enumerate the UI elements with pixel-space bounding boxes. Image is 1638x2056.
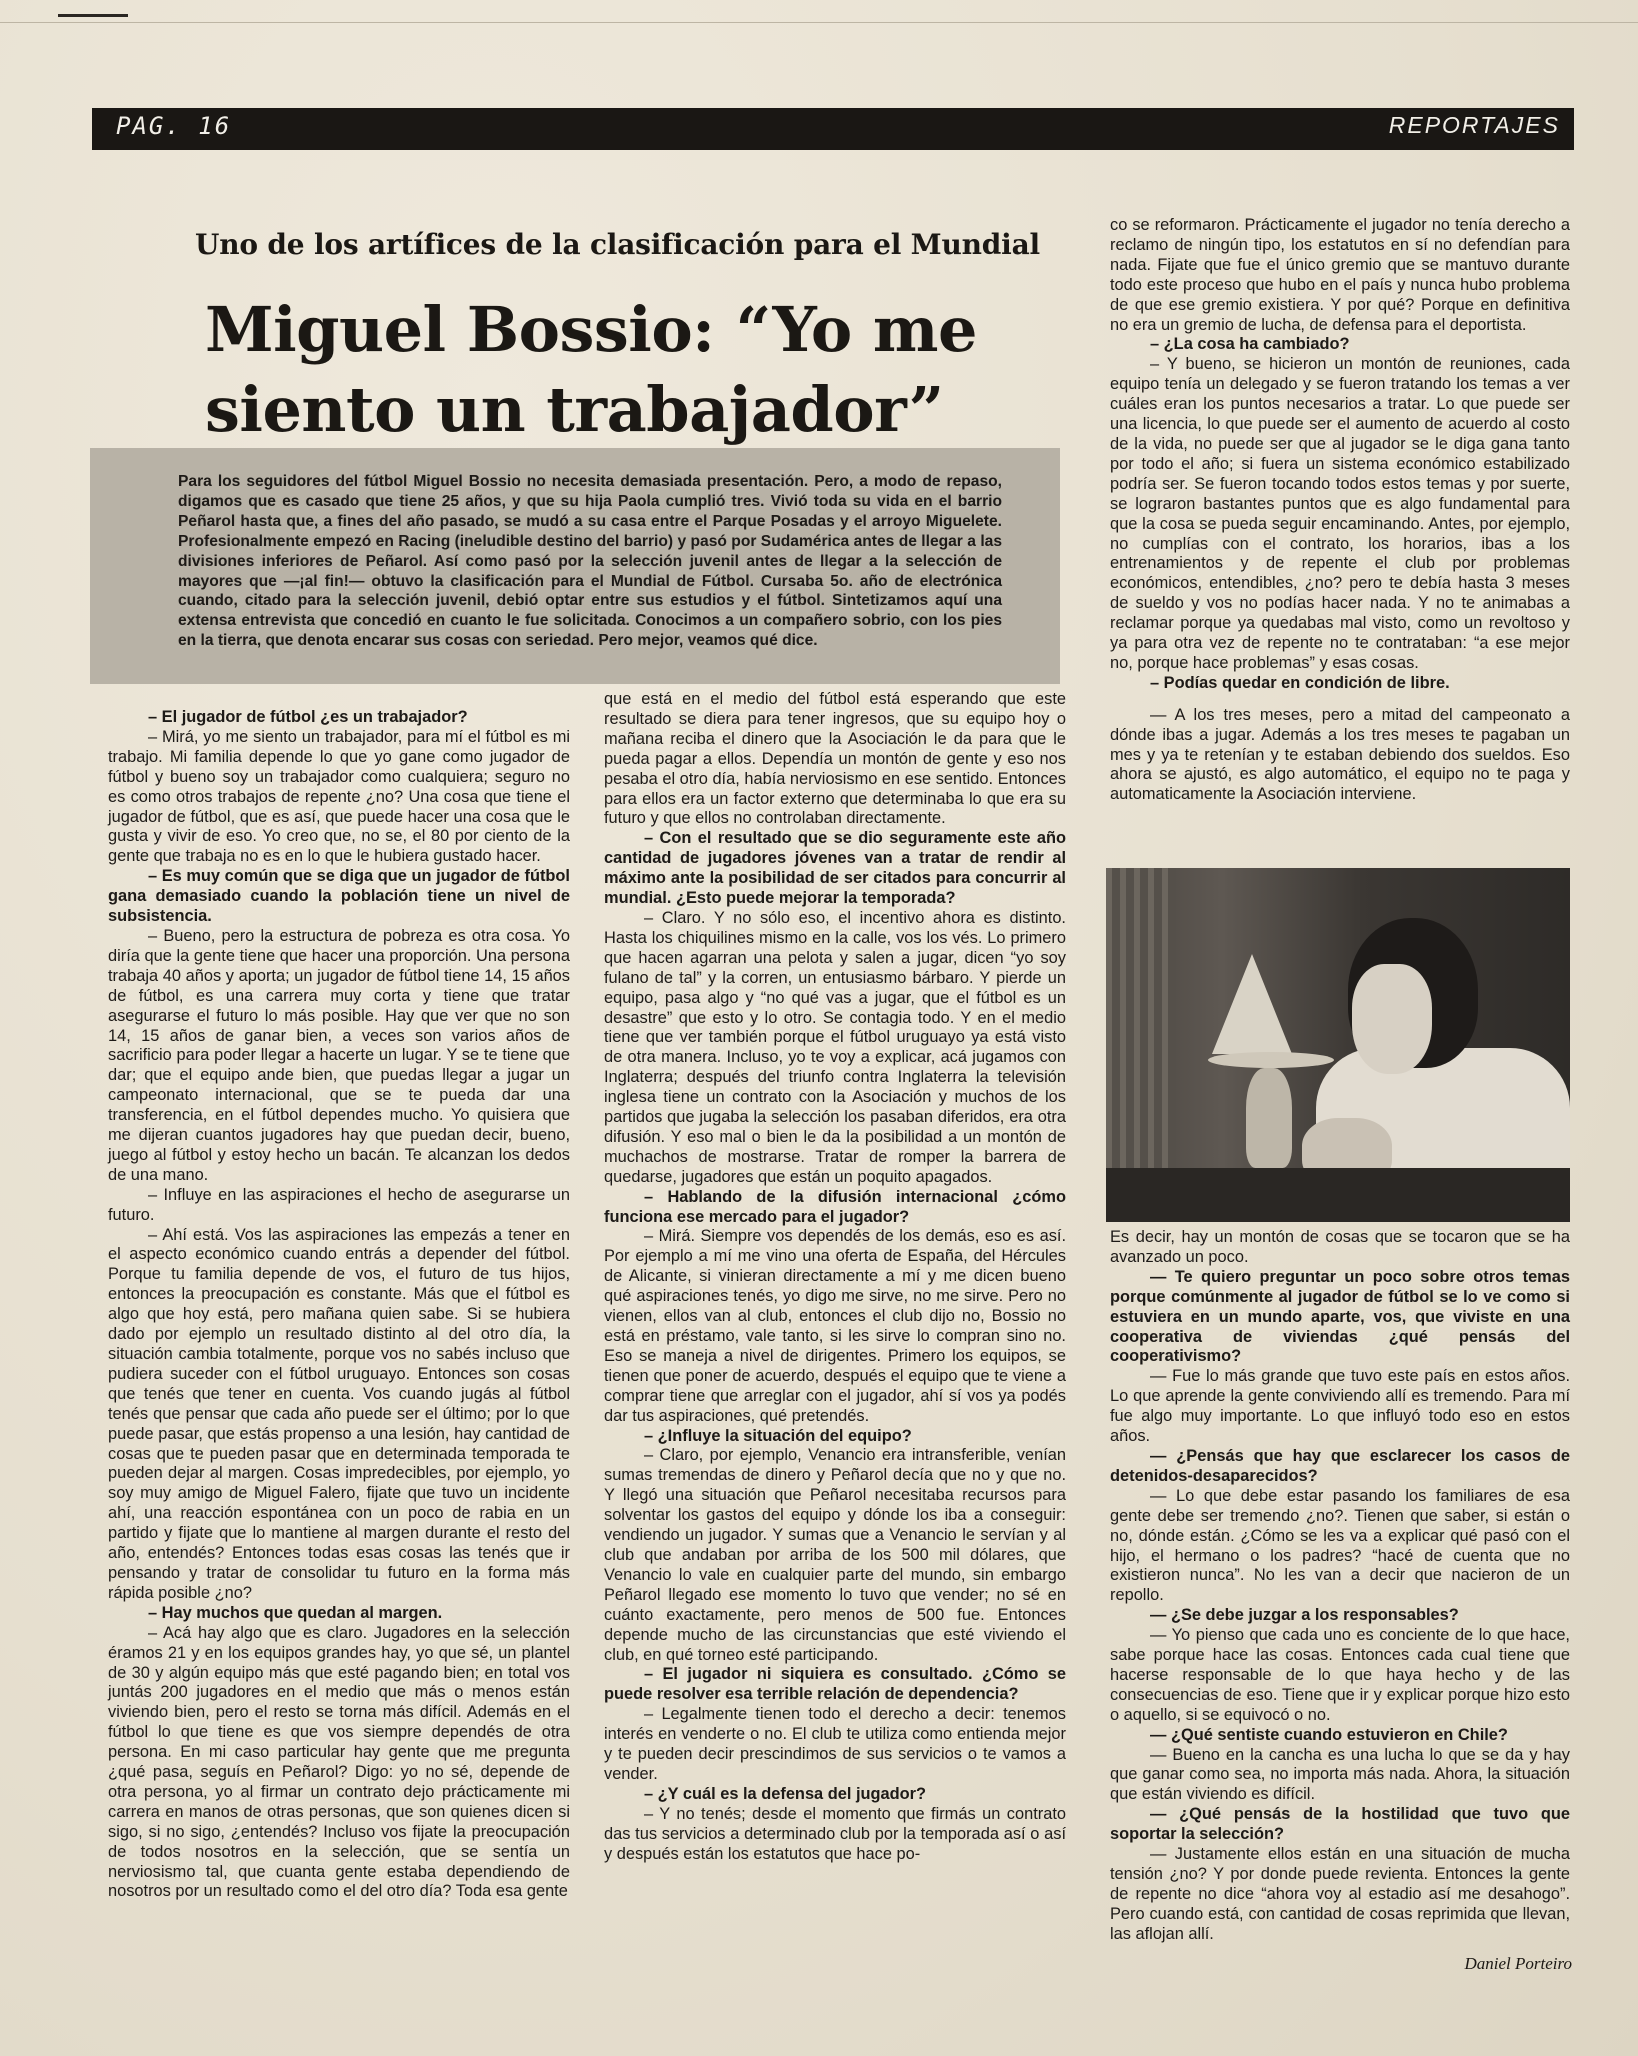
interview-question: — ¿Se debe juzgar a los responsables? (1150, 1606, 1459, 1625)
column-1 (108, 708, 570, 1902)
interview-answer: – Y bueno, se hicieron un montón de reuniones, cada equipo tenía un delegado y se fueron tratando los temas a ver cuáles eran los puntos necesarios a tratar. Lo que puede ser una licencia, lo que puede ser el aumento de acuerdo al costo de la vida, no puede ser que al jugador se le diga gana tanto por todo el año; si fuera un sistema económico estabilizado podría ser. Se fueron tocando todos estos temas y por suerte, se lograron bastantes puntos que es algo fundamental para que la cosa se pueda seguir encaminando. Antes, por ejemplo, no cumplías con el contrato, los horarios, ibas a los entrenamientos y de repente el club por problemas económicos, entendibles, ¿no? pero te debía hasta 3 meses de sueldo y vos no podías hacer nada. Y no te animabas a reclamar porque ya quedabas mal visto, como un revoltoso y ya para otra vez de repente no te contrataban: “a ese mejor no, porque hace problemas” y esas cosas. (1110, 355, 1570, 672)
interview-answer: — Lo que debe estar pasando los familiares de esa gente debe ser tremendo ¿no?. Tienen que saber, si están o no, dónde están. ¿Cómo se les va a explicar qué pasó con el hijo, el hermano o los padres? “hacé de cuenta que no existieron nunca”. No les van a decir que nacieron de un repollo. (1110, 1486, 1570, 1605)
interview-question: – Hablando de la difusión internacional ¿cómo funciona ese mercado para el jugador? (604, 1187, 1066, 1226)
headline (205, 290, 1085, 450)
interview-answer: – Ahí está. Vos las aspiraciones las empezás a tener en el aspecto económico cuando entrás a depender del fútbol. Porque tu familia depende de vos, el futuro de tus hijos, entonces la preocupación es constante. Más que el fútbol es algo que hoy está, pero mañana quien sabe. Si se hubiera dado por ejemplo un resultado distinto al del otro día, la situación cambia totalmente, porque vos no sabés incluso que pudiera suceder con el fútbol uruguayo. Entonces son cosas que tenés que tener en cuenta. Vos cuando jugás al fútbol tenés que pensar que cada año puede ser el último; por lo que puede pasar, que estás propenso a una lesión, hay cantidad de cosas que te pueden pasar que en determinada temporada te pueden dejar al margen. Cosas impredecibles, por ejemplo, yo soy muy amigo de Miguel Falero, fijate que tuvo un incidente ahí, una reacción espontánea con un poco de rabia en un partido y fijate que lo mantiene al margen durante el resto del año, entendés? Entonces todas esas cosas las tenés que ir pensando y tratar de consolidar tu futuro en la forma más rápida posible ¿no? (108, 1225, 570, 1602)
interview-answer: – Mirá, yo me siento un trabajador, para mí el fútbol es mi trabajo. Mi familia depende lo que yo gane como jugador de fútbol y bueno soy un trabajador como cualquiera; seguro no es como otros trabajos de repente ¿no? Una cosa que tiene el jugador de fútbol, que es así, que puede hacer una cosa que le gusta y vivir de eso. Yo creo que, no se, el 80 por ciento de la gente que trabaja no es en lo que le hubiera gustado hacer. (108, 727, 570, 866)
interview-question: – ¿Influye la situación del equipo? (644, 1426, 912, 1445)
interview-question: – El jugador ni siquiera es consultado. ¿Cómo se puede resolver esa terrible relación de dependencia? (604, 1665, 1066, 1704)
interview-answer: – Bueno, pero la estructura de pobreza es otra cosa. Yo diría que la gente tiene que hacer una proporción. Una persona trabaja 40 años y aporta; un jugador de fútbol tiene 14, 15 años de fútbol, es una carrera muy corta y tiene que tratar asegurarse el futuro lo más posible. Hay que ver que no son 14, 15 años de ganar bien, a veces son varios años de sacrificio para poder llegar a hacerte un lugar. Y se te tiene que dar; que el equipo ande bien, que puedas llegar a jugar un campeonato internacional, que se te pueda dar una transferencia, en el fútbol dependes mucho. Yo quisiera que me dijeran cuantos jugadores hay que puedan decir, bueno, juego al fútbol y estoy hecho un bacán. Te alcanzan los dedos de una mano. (108, 926, 570, 1184)
column-2 (604, 690, 1066, 1864)
page-header-bar (92, 108, 1574, 150)
portrait-photo-icon (1106, 868, 1570, 1222)
interview-answer: – Mirá. Siempre vos dependés de los demás, eso es así. Por ejemplo a mí me vino una oferta de España, del Hércules de Alicante, si vinieran directamente a mí y me dicen bueno qué aspiraciones tenés, yo digo me sirve, no me sirve. Pero no vienen, ellos van al club, entonces el club dijo no, Bossio no está en préstamo, vale tanto, si les sirve lo compran sino no. Eso se maneja a nivel de dirigentes. Primero los equipos, se tienen que poner de acuerdo, después el equipo que te viene a comprar tiene que arreglar con el jugador, ahí sí vos ya podés dar tus aspiraciones, qué pretendés. (604, 1227, 1066, 1425)
byline-signature: Daniel Porteiro (1464, 1954, 1572, 1973)
interview-question: – ¿La cosa ha cambiado? (1150, 335, 1350, 354)
interview-question: – Influye en las aspiraciones el hecho de asegurarse un futuro. (108, 1185, 570, 1224)
page-top-rule (0, 0, 1638, 23)
interview-answer: – Y no tenés; desde el momento que firmás un contrato das tus servicios a determinado club por la temporada así o así y después están los estatutos que hace po- (604, 1804, 1066, 1863)
headline-line-2: siento un trabajador” (205, 373, 944, 446)
interview-answer: que está en el medio del fútbol está esperando que este resultado se diera para tener ingresos, que su equipo hoy o mañana reciba el dinero que la Asociación le da para que le pueda pagar a ellos. Dependía un montón de gente y eso nos pesaba el otro día, había nerviosismo en ese sentido. Entonces para ellos era un factor externo que determinaba lo que era su futuro y que ellos no controlaban directamente. (604, 690, 1066, 828)
lamp-shade (1212, 954, 1292, 1054)
interview-answer: Es decir, hay un montón de cosas que se tocaron que se ha avanzado un poco. (1110, 1228, 1570, 1266)
interview-answer: – Acá hay algo que es claro. Jugadores en la selección éramos 21 y en los equipos grandes hay, yo que sé, un plantel de 30 y algún equipo más que esté pagando bien; en total vos juntás 200 jugadores en el medio que más o menos están viviendo bien, pero el resto se torna más difícil. Además en el fútbol lo que tiene es que vos siempre dependés de otra persona. En mi caso particular hay gente que me pregunta ¿qué pasa, seguís en Peñarol? Digo: yo no sé, depende de otra persona, yo al firmar un contrato dejo prácticamente mi carrera en manos de otras personas, que son quienes dicen si sigo, si no sigo, ¿entendés? Incluso vos fijate la preocupación de todos nosotros en la selección, que se sentía un nerviosismo tal, que cuanta gente estaba dependiendo de nosotros por un resultado como el del otro día? Toda esa gente (108, 1623, 570, 1901)
column-3-top (1110, 216, 1570, 805)
interview-question: – Con el resultado que se dio seguramente este año cantidad de jugadores jóvenes van a tratar de rendir al máximo ante la posibilidad de ser citados para concurrir al mundial. ¿Esto puede mejorar la temporada? (604, 829, 1066, 908)
interview-question: – Hay muchos que quedan al margen. (148, 1603, 443, 1622)
interview-answer: – Legalmente tienen todo el derecho a decir: tenemos interés en venderte o no. El club te utiliza como entienda mejor y te pueden decir prescindimos de sus servicios o te vamos a vender. (604, 1705, 1066, 1783)
interview-question: — ¿Qué sentiste cuando estuvieron en Chile? (1150, 1725, 1508, 1744)
interview-answer: co se reformaron. Prácticamente el jugador no tenía derecho a reclamo de ningún tipo, los estatutos en sí no defendían para nada. Fijate que fue el único gremio que se mantuvo durante todo este proceso que hubo en el país y nunca hubo problema de que ese gremio existiera. Y por qué? Porque en definitiva no era un gremio de lucha, de defensa para el deportista. (1110, 216, 1570, 334)
page-number: PAG. 16 (116, 112, 232, 140)
interview-question: – ¿Y cuál es la defensa del jugador? (644, 1784, 927, 1803)
interview-answer: — Yo pienso que cada uno es conciente de lo que hace, sabe porque hace las cosas. Entonces cada cual tiene que hacerse responsable de lo que haya hecho y de las consecuencias de eso. Tiene que ir y explicar porque hizo esto o aquello, si se equivocó o no. (1110, 1626, 1570, 1724)
interview-question: — ¿Qué pensás de la hostilidad que tuvo que soportar la selección? (1110, 1805, 1570, 1844)
interview-question: – El jugador de fútbol ¿es un trabajador? (148, 708, 468, 726)
interview-answer: – Claro, por ejemplo, Venancio era intransferible, venían sumas tremendas de dinero y Peñarol decía que no y que no. Y llegó una situación que Peñarol necesitaba recursos para solventar los gastos del equipo y dónde los iba a conseguir: vendiendo un jugador. Y sumas que a Venancio le servían y al club que andaban por arriba de los 500 mil dólares, que Venancio lo vale en cualquier parte del mundo, sin embargo Peñarol llegado ese momento lo tuvo que vender; no sé en cuánto exactamente, pero menos de 500 fue. Entonces depende mucho de las circunstancias que esté viviendo el club, en qué torneo esté participando. (604, 1446, 1066, 1664)
lamp-base (1246, 1068, 1292, 1168)
interview-answer: — Fue lo más grande que tuvo este país en estos años. Lo que aprende la gente conviviendo allí es tremendo. Para mí fue algo muy importante. Lo que influyó todo eso en estos años. (1110, 1367, 1570, 1446)
interview-answer: – Claro. Y no sólo eso, el incentivo ahora es distinto. Hasta los chiquilines mismo en la calle, vos los vés. Lo primero que hacen agarran una pelota y salen a jugar, dicen “yo soy fulano de tal” y la corren, un entusiasmo bárbaro. Y pierde un equipo, pasa algo y “no qué vas a jugar, que el fútbol es un desastre” que esto y lo otro. Se contagia todo. Y en el medio tiene que ver también porque el fútbol uruguayo ya está visto de otra manera. Incluso, yo te voy a explicar, acá jugamos con Inglaterra; después del triunfo contra Inglaterra la televisión inglesa tiene un contrato con la Asociación y muchos de los partidos que jugaba la selección los pasaban diferidos, era otra difusión. Y eso mal o bien le da la posibilidad a un montón de muchachos de mostrarse. Tratar de romper la barrera de quedarse, jugadores que están un poquito apagados. (604, 908, 1066, 1186)
interview-question: — ¿Pensás que hay que esclarecer los casos de detenidos-desaparecidos? (1110, 1446, 1570, 1485)
interview-question: – Es muy común que se diga que un jugador de fútbol gana demasiado cuando la población tiene un nivel de subsistencia. (108, 867, 570, 926)
kicker: Uno de los artífices de la clasificación para el Mundial (195, 228, 1040, 261)
interview-answer: — A los tres meses, pero a mitad del campeonato a dónde ibas a jugar. Además a los tres meses te pagaban un mes y ya te retenían y te estaban debiendo dos sueldos. Eso ahora se ajustó, es algo automático, el equipo no te paga y automaticamente la Asociación interviene. (1110, 705, 1570, 804)
face (1352, 964, 1432, 1074)
section-title: REPORTAJES (1388, 112, 1560, 138)
lead-paragraph: Para los seguidores del fútbol Miguel Bossio no necesita demasiada presentación. Pero, a modo de repaso, digamos que es casado que tiene 25 años, y que su hija Paola cumplió tres. Vivió toda su vida en el barrio Peñarol hasta que, a fines del año pasado, se mudó a su casa entre el Parque Posadas y el arroyo Miguelete. Profesionalmente empezó en Racing (ineludible destino del barrio) y pasó por Sudamérica antes de llegar a las divisiones inferiores de Peñarol. Así como pasó por la selección juvenil antes de llegar a la selección de mayores que —¡al fin!— obtuvo la clasificación para el Mundial de Fútbol. Cursaba 5o. año de electrónica cuando, citado para la selección juvenil, debió optar entre sus estudios y el fútbol. Sintetizamos aquí una extensa entrevista que concedió en cuanto le fue solicitada. Conocimos a un compañero sobrio, con los pies en la tierra, que denota encarar sus cosas con seriedad. Pero mejor, veamos qué dice. (90, 448, 1060, 684)
interview-question: – Podías quedar en condición de libre. (1150, 673, 1450, 692)
interview-answer: — Justamente ellos están en una situación de mucha tensión ¿no? Y por donde puede revienta. Entonces la gente de repente no dice “ahora voy al estadio así me desahogo”. Pero cuando está, con cantidad de cosas reprimida que llevan, las aflojan allí. (1110, 1845, 1570, 1943)
interview-question: — Te quiero preguntar un poco sobre otros temas porque comúnmente al jugador de fútbol se lo ve como si estuviera en un mundo aparte, vos, que viviste en una cooperativa de viviendas ¿qué pensás del cooperativismo? (1110, 1267, 1570, 1366)
headline-line-1: Miguel Bossio: “Yo me (205, 293, 977, 366)
interview-answer: — Bueno en la cancha es una lucha lo que se da y hay que ganar como sea, no importa más nada. Ahora, la situación que están viviendo es difícil. (1110, 1745, 1570, 1804)
column-3-bottom (1110, 1228, 1570, 1945)
top-dash (58, 14, 128, 17)
